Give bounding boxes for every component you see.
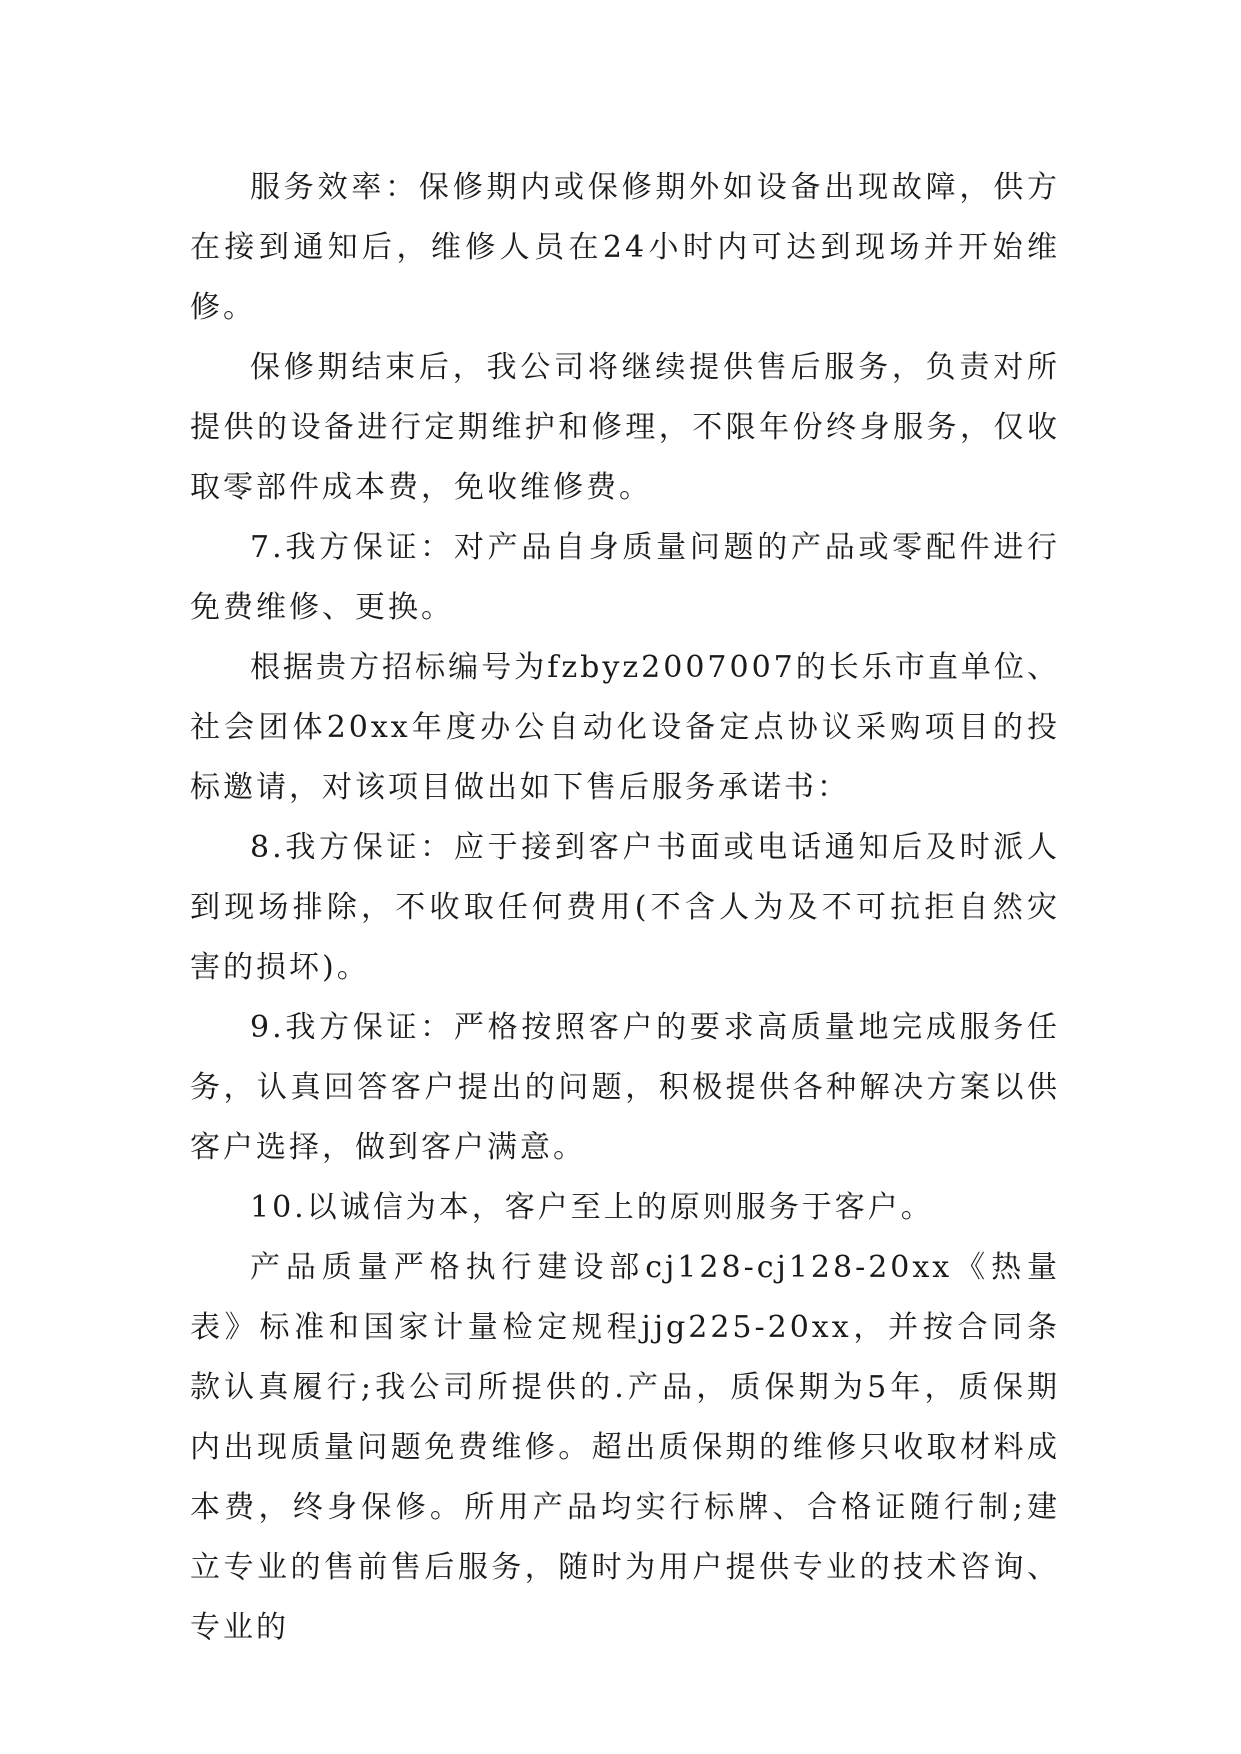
- paragraph-product-quality: 产品质量严格执行建设部cj128-cj128-20xx《热量表》标准和国家计量检定规程jjg225-20xx，并按合同条款认真履行;我公司所提供的.产品，质保期为5年，质保期内出现质量问题免费维修。超出质保期的维修只收取材料成本费，终身保修。所用产品均实行标牌、合格证随行制;建立专业的售前售后服务，随时为用户提供专业的技术咨询、专业的: [190, 1250, 1060, 1645]
- paragraph-post-warranty: 保修期结束后，我公司将继续提供售后服务，负责对所提供的设备进行定期维护和修理，不限年份终身服务，仅收取零部件成本费，免收维修费。: [190, 350, 1060, 505]
- document-page: [190, 158, 1060, 1658]
- paragraph-guarantee-7: 7.我方保证：对产品自身质量问题的产品或零配件进行免费维修、更换。: [190, 530, 1060, 625]
- paragraph-service-efficiency: 服务效率：保修期内或保修期外如设备出现故障，供方在接到通知后，维修人员在24小时内可达到现场并开始维修。: [190, 170, 1060, 325]
- paragraph-guarantee-8: 8.我方保证：应于接到客户书面或电话通知后及时派人到现场排除，不收取任何费用(不含人为及不可抗拒自然灾害的损坏)。: [190, 830, 1060, 985]
- paragraph-principle-10: 10.以诚信为本，客户至上的原则服务于客户。: [250, 1190, 934, 1225]
- paragraph-bid-invitation: 根据贵方招标编号为fzbyz2007007的长乐市直单位、社会团体20xx年度办公自动化设备定点协议采购项目的投标邀请，对该项目做出如下售后服务承诺书：: [190, 650, 1060, 805]
- paragraph-guarantee-9: 9.我方保证：严格按照客户的要求高质量地完成服务任务，认真回答客户提出的问题，积极提供各种解决方案以供客户选择，做到客户满意。: [190, 1010, 1060, 1165]
